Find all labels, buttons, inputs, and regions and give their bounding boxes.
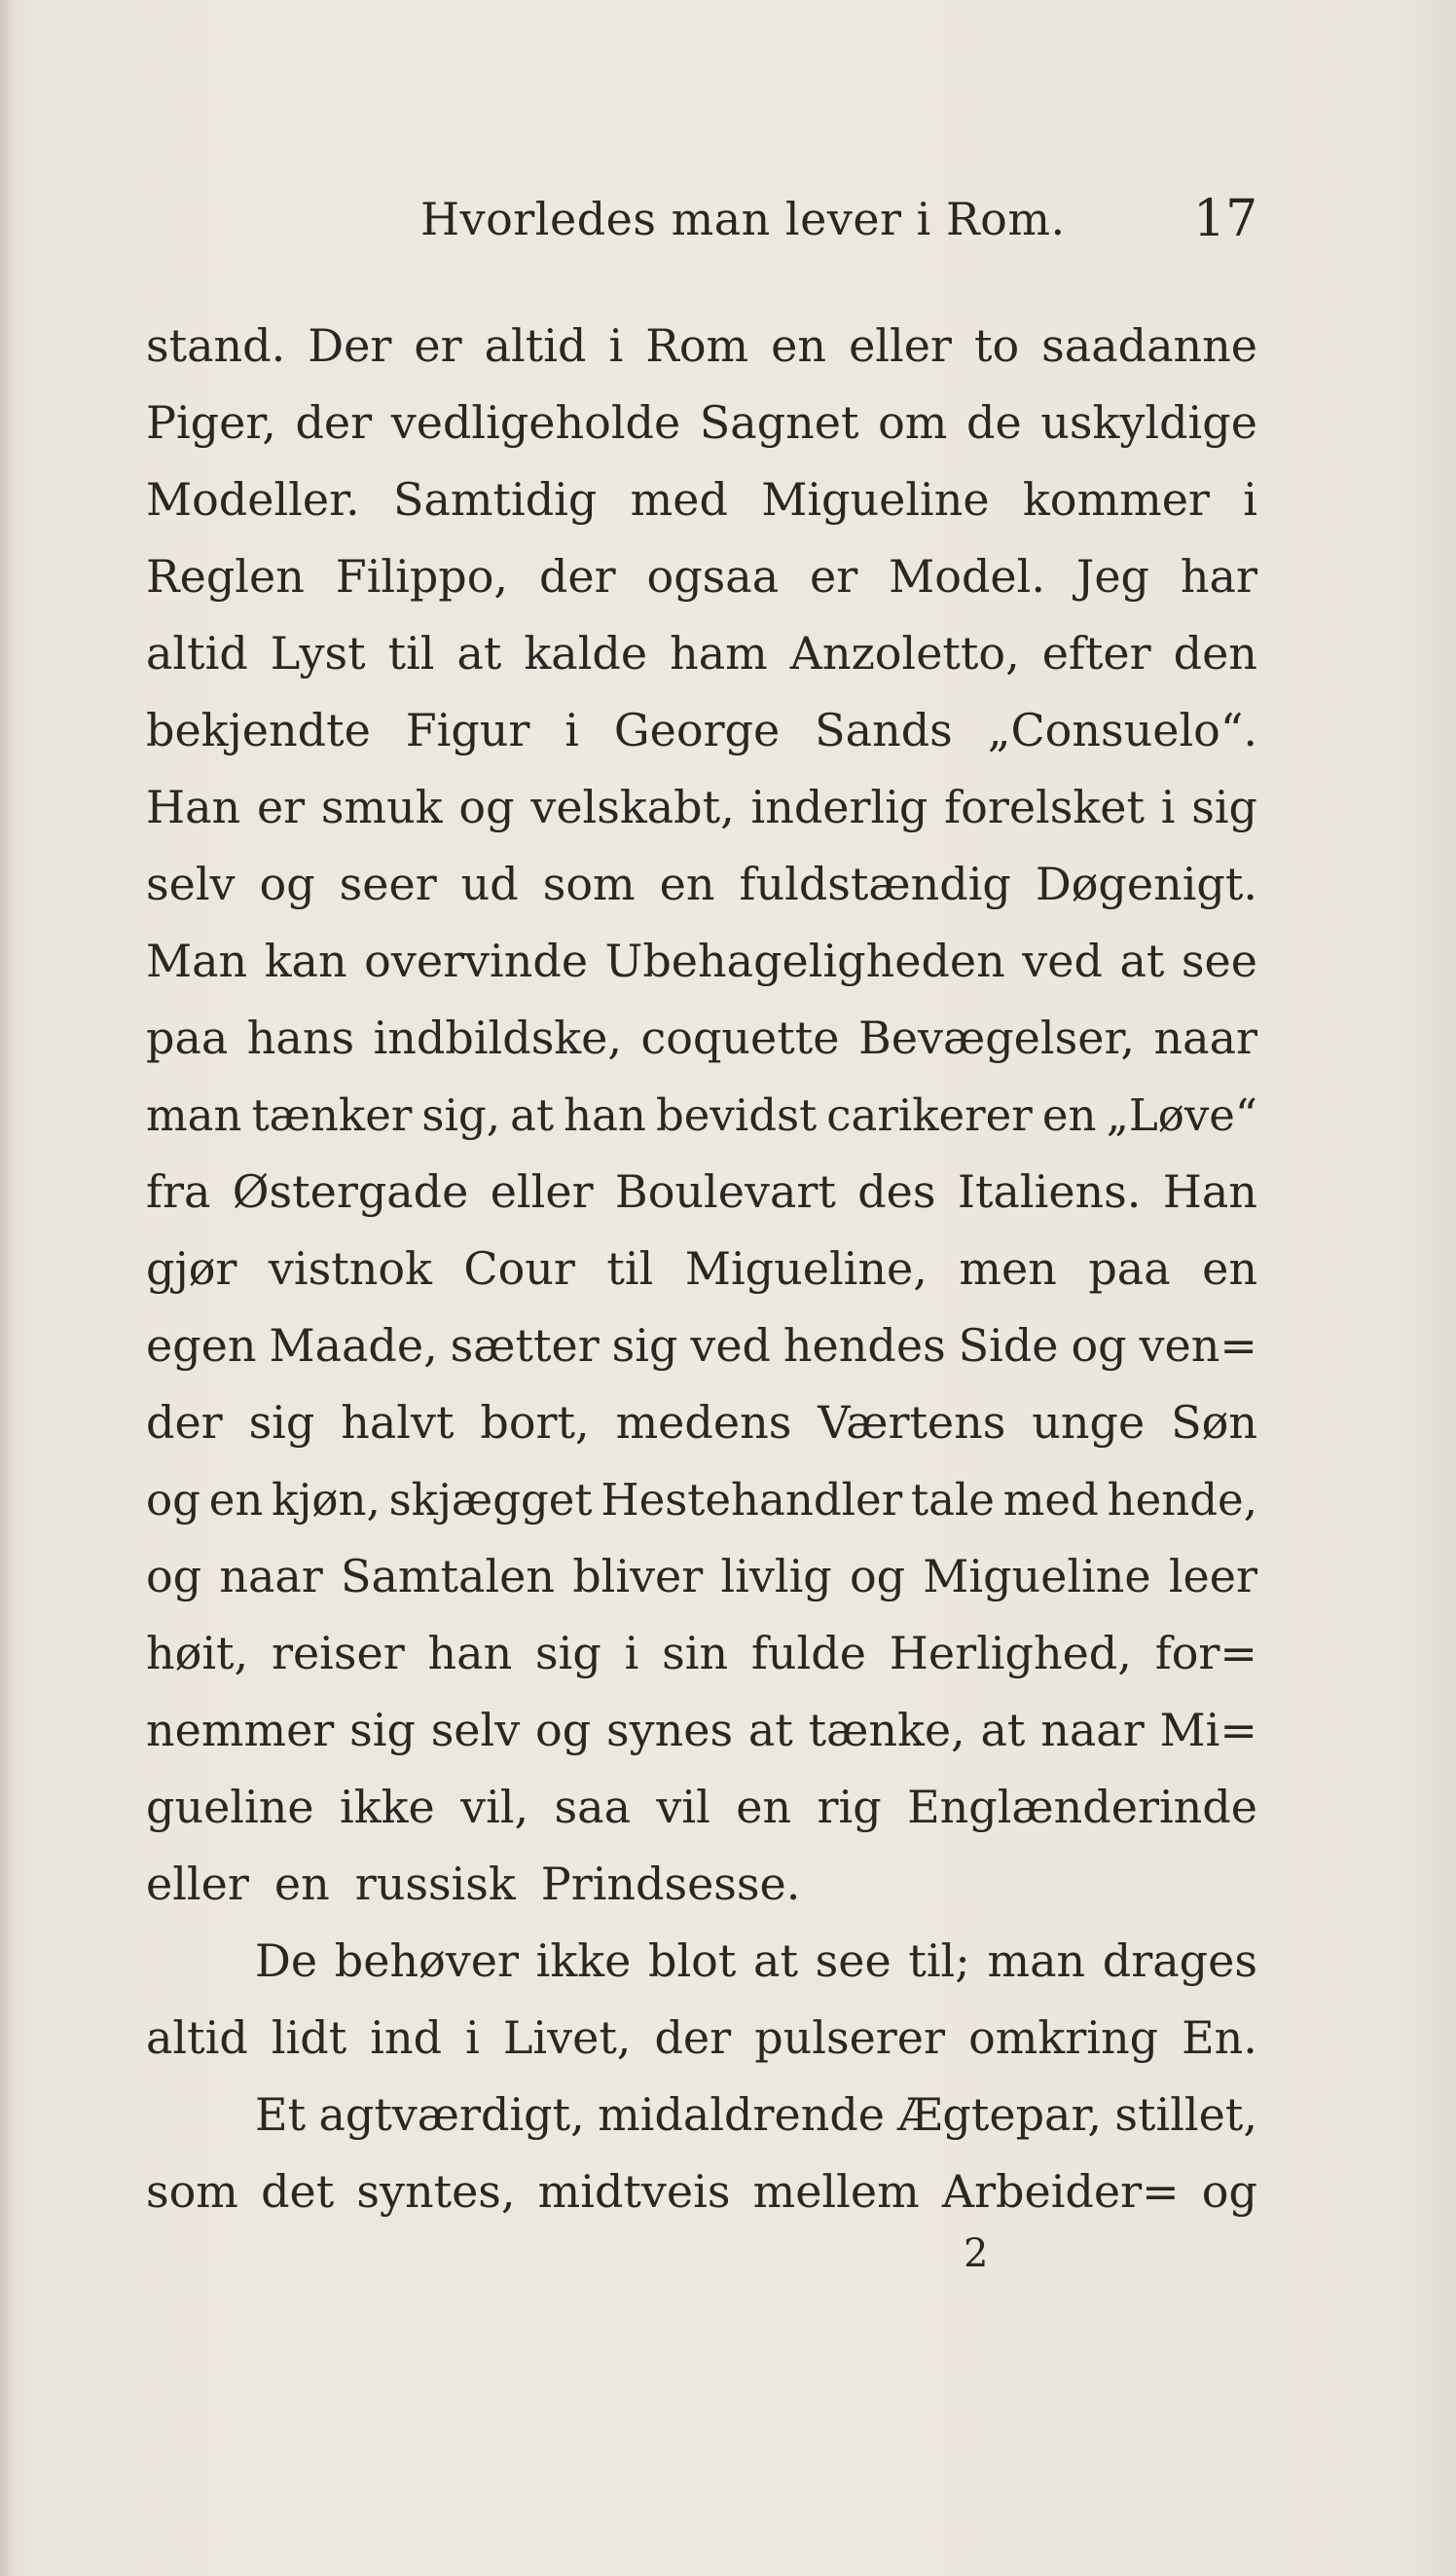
word: høit, bbox=[146, 1627, 249, 1679]
word: til; bbox=[908, 1934, 970, 1987]
word: der bbox=[538, 550, 616, 603]
text-line bbox=[146, 1231, 1257, 1307]
word: Lyst bbox=[270, 627, 366, 680]
word: i bbox=[1243, 473, 1257, 526]
word: altid bbox=[146, 627, 248, 680]
word: inderlig bbox=[750, 781, 928, 833]
word: Arbeider= bbox=[941, 2165, 1180, 2218]
word: egen bbox=[146, 1319, 257, 1372]
word: Modeller. bbox=[146, 473, 360, 526]
word: Samtidig bbox=[392, 473, 598, 526]
word: ved bbox=[1022, 935, 1103, 987]
word: synes bbox=[606, 1704, 734, 1756]
word: sætter bbox=[450, 1319, 600, 1372]
word: seer bbox=[339, 858, 437, 910]
word: to bbox=[973, 319, 1020, 372]
word: gueline bbox=[146, 1781, 314, 1833]
text-line bbox=[146, 1615, 1257, 1692]
word: med bbox=[630, 473, 728, 526]
word: naar bbox=[1040, 1704, 1145, 1756]
word: eller bbox=[849, 319, 952, 372]
word: at bbox=[980, 1704, 1026, 1756]
word: hans bbox=[246, 1012, 355, 1064]
word: behøver bbox=[334, 1934, 519, 1987]
word: agtværdigt, bbox=[318, 2088, 585, 2141]
word: „Løve“ bbox=[1106, 1089, 1257, 1141]
word: at bbox=[1119, 935, 1165, 987]
word: George bbox=[613, 704, 781, 756]
word: ud bbox=[460, 858, 519, 910]
text-line bbox=[146, 2000, 1257, 2077]
word: Anzoletto, bbox=[789, 627, 1020, 680]
word: sig bbox=[535, 1627, 601, 1679]
word: see bbox=[1181, 935, 1257, 987]
word: Reglen bbox=[146, 550, 305, 603]
word: fuldstændig bbox=[739, 858, 1011, 910]
word: ham bbox=[670, 627, 768, 680]
word: Sands bbox=[815, 704, 953, 756]
word: rig bbox=[817, 1781, 882, 1833]
word: vedligeholde bbox=[390, 396, 681, 449]
word: omkring bbox=[968, 2011, 1159, 2064]
text-line bbox=[146, 846, 1257, 923]
signature-mark: 2 bbox=[964, 2231, 989, 2276]
text-line bbox=[146, 461, 1257, 538]
word: Maade, bbox=[269, 1319, 438, 1372]
word: saa bbox=[554, 1781, 631, 1833]
word: der bbox=[295, 396, 373, 449]
word: midaldrende bbox=[598, 2088, 885, 2141]
text-line bbox=[146, 385, 1257, 461]
word: Prindsesse. bbox=[540, 1858, 801, 1910]
word: som bbox=[146, 2165, 238, 2218]
word: drages bbox=[1102, 1934, 1257, 1987]
word: er bbox=[414, 319, 462, 372]
word: russisk bbox=[354, 1858, 516, 1910]
word: i bbox=[465, 2011, 480, 2064]
text-line bbox=[146, 1461, 1257, 1538]
word: Filippo, bbox=[335, 550, 509, 603]
word: bevidst bbox=[655, 1089, 818, 1141]
word: tænke, bbox=[808, 1704, 965, 1756]
word: han bbox=[564, 1089, 646, 1141]
word: i bbox=[564, 704, 580, 756]
body-text bbox=[146, 308, 1257, 2230]
word: om bbox=[878, 396, 948, 449]
word: velskabt, bbox=[530, 781, 735, 833]
word: kalde bbox=[524, 627, 648, 680]
word: tænker bbox=[251, 1089, 413, 1141]
word: Bevægelser, bbox=[857, 1012, 1136, 1064]
word: en bbox=[273, 1858, 330, 1910]
word: eller bbox=[490, 1165, 594, 1218]
word: reiser bbox=[271, 1627, 405, 1679]
word: altid bbox=[484, 319, 587, 372]
text-line bbox=[146, 538, 1257, 615]
word: ved bbox=[690, 1319, 771, 1372]
word: sig bbox=[611, 1319, 678, 1372]
word: ven= bbox=[1139, 1319, 1257, 1372]
text-line bbox=[146, 1307, 1257, 1384]
word: sig bbox=[349, 1704, 416, 1756]
word: en bbox=[208, 1474, 264, 1526]
word: indbildske, bbox=[373, 1012, 623, 1064]
word: sig bbox=[248, 1396, 315, 1449]
word: en bbox=[736, 1781, 792, 1833]
word: halvt bbox=[341, 1396, 455, 1449]
word: og bbox=[458, 781, 515, 833]
word: tale bbox=[910, 1474, 995, 1526]
word: og bbox=[1071, 1319, 1127, 1372]
text-line bbox=[146, 692, 1257, 769]
word: De bbox=[255, 1934, 318, 1987]
word: vil bbox=[656, 1781, 710, 1833]
word: Figur bbox=[405, 704, 530, 756]
word: medens bbox=[615, 1396, 792, 1449]
word: man bbox=[987, 1934, 1086, 1987]
text-line bbox=[146, 1154, 1257, 1231]
word: Herlighed, bbox=[889, 1627, 1132, 1679]
word: i bbox=[608, 319, 624, 372]
word: Italiens. bbox=[957, 1165, 1142, 1218]
word: Migueline, bbox=[684, 1242, 928, 1295]
word: ikke bbox=[535, 1934, 632, 1987]
word: overvinde bbox=[364, 935, 589, 987]
text-line bbox=[146, 923, 1257, 1000]
word: En. bbox=[1182, 2011, 1257, 2064]
word: efter bbox=[1041, 627, 1151, 680]
word: at bbox=[510, 1089, 555, 1141]
text-line bbox=[146, 615, 1257, 692]
word: det bbox=[261, 2165, 335, 2218]
word: unge bbox=[1032, 1396, 1146, 1449]
word: Samtalen bbox=[340, 1550, 556, 1602]
word: vistnok bbox=[268, 1242, 432, 1295]
word: Piger, bbox=[146, 396, 276, 449]
text-line bbox=[146, 308, 1257, 385]
word: syntes, bbox=[356, 2165, 516, 2218]
word: Migueline bbox=[923, 1550, 1151, 1602]
text-line bbox=[146, 1384, 1257, 1461]
word: at bbox=[753, 1934, 798, 1987]
word: sig, bbox=[421, 1089, 501, 1141]
word: naar bbox=[1153, 1012, 1257, 1064]
word: og bbox=[849, 1550, 906, 1602]
text-line bbox=[146, 1077, 1257, 1154]
word: ikke bbox=[339, 1781, 435, 1833]
word: og bbox=[146, 1474, 200, 1526]
page-gutter-edge bbox=[0, 0, 14, 2576]
word: ind bbox=[370, 2011, 443, 2064]
word: Side bbox=[958, 1319, 1059, 1372]
word: med bbox=[1002, 1474, 1099, 1526]
text-line bbox=[146, 1538, 1257, 1615]
word: Østergade bbox=[232, 1165, 469, 1218]
word: Mi= bbox=[1159, 1704, 1257, 1756]
word: til bbox=[606, 1242, 654, 1295]
word: en bbox=[771, 319, 827, 372]
word: see bbox=[815, 1934, 892, 1987]
page-number: 17 bbox=[1193, 190, 1258, 248]
text-line bbox=[146, 769, 1257, 846]
word: og bbox=[259, 858, 315, 910]
word: Sagnet bbox=[699, 396, 859, 449]
word: Jeg bbox=[1075, 550, 1149, 603]
word: Boulevart bbox=[614, 1165, 836, 1218]
word: har bbox=[1180, 550, 1257, 603]
word: i bbox=[1160, 781, 1176, 833]
word: Livet, bbox=[502, 2011, 632, 2064]
word: Han bbox=[1162, 1165, 1257, 1218]
word: selv bbox=[430, 1704, 521, 1756]
word: man bbox=[146, 1089, 242, 1141]
word: Ægtepar, bbox=[897, 2088, 1103, 2141]
word: Migueline bbox=[761, 473, 990, 526]
word: bliver bbox=[572, 1550, 704, 1602]
word: Englænderinde bbox=[907, 1781, 1257, 1833]
word: er bbox=[810, 550, 858, 603]
word: sin bbox=[662, 1627, 729, 1679]
word: en bbox=[1041, 1089, 1097, 1141]
word: saadanne bbox=[1041, 319, 1257, 372]
word: naar bbox=[219, 1550, 323, 1602]
word: kan bbox=[264, 935, 347, 987]
word: selv bbox=[146, 858, 236, 910]
word: skjægget bbox=[388, 1474, 593, 1526]
text-line bbox=[146, 2077, 1257, 2153]
word: bort, bbox=[480, 1396, 590, 1449]
word: og bbox=[146, 1550, 202, 1602]
text-line bbox=[146, 1692, 1257, 1769]
running-title: Hvorledes man lever i Rom. bbox=[420, 193, 1066, 245]
word: kommer bbox=[1022, 473, 1210, 526]
word: Værtens bbox=[818, 1396, 1006, 1449]
word: Hestehandler bbox=[601, 1474, 903, 1526]
word: en bbox=[1202, 1242, 1257, 1295]
running-head bbox=[0, 185, 1456, 253]
word: i bbox=[624, 1627, 639, 1679]
text-line bbox=[146, 1846, 1257, 1923]
word: eller bbox=[146, 1858, 249, 1910]
word: han bbox=[427, 1627, 513, 1679]
word: blot bbox=[648, 1934, 737, 1987]
word: de bbox=[966, 396, 1022, 449]
word: som bbox=[542, 858, 636, 910]
word: at bbox=[747, 1704, 793, 1756]
word: kjøn, bbox=[272, 1474, 381, 1526]
word: hende, bbox=[1107, 1474, 1257, 1526]
word: der bbox=[146, 1396, 223, 1449]
text-line bbox=[146, 1769, 1257, 1846]
word: den bbox=[1173, 627, 1257, 680]
word: paa bbox=[1088, 1242, 1171, 1295]
word: Ubehageligheden bbox=[604, 935, 1005, 987]
word: „Consuelo“. bbox=[987, 704, 1257, 756]
word: altid bbox=[146, 2011, 248, 2064]
word: gjør bbox=[146, 1242, 237, 1295]
word: livlig bbox=[720, 1550, 832, 1602]
word: for= bbox=[1154, 1627, 1257, 1679]
word: Man bbox=[146, 935, 248, 987]
word: Model. bbox=[889, 550, 1045, 603]
word: Et bbox=[255, 2088, 307, 2141]
text-line bbox=[146, 2153, 1257, 2230]
word: Søn bbox=[1171, 1396, 1257, 1449]
word: carikerer bbox=[826, 1089, 1033, 1141]
word: des bbox=[857, 1165, 936, 1218]
word: sig bbox=[1191, 781, 1257, 833]
word: fulde bbox=[750, 1627, 866, 1679]
word: Der bbox=[308, 319, 392, 372]
word: uskyldige bbox=[1040, 396, 1257, 449]
text-line bbox=[146, 1000, 1257, 1077]
word: nemmer bbox=[146, 1704, 335, 1756]
word: der bbox=[654, 2011, 732, 2064]
word: smuk bbox=[320, 781, 443, 833]
word: en bbox=[659, 858, 715, 910]
text-line bbox=[146, 1923, 1257, 2000]
word: paa bbox=[146, 1012, 229, 1064]
word: stand. bbox=[146, 319, 286, 372]
word: mellem bbox=[752, 2165, 920, 2218]
word: er bbox=[256, 781, 306, 833]
word: og bbox=[535, 1704, 592, 1756]
word: hendes bbox=[783, 1319, 946, 1372]
word: Rom bbox=[645, 319, 749, 372]
word: fra bbox=[146, 1165, 211, 1218]
word: pulserer bbox=[754, 2011, 946, 2064]
word: lidt bbox=[271, 2011, 347, 2064]
word: Cour bbox=[463, 1242, 575, 1295]
word: vil, bbox=[460, 1781, 529, 1833]
word: at bbox=[456, 627, 502, 680]
word: midtveis bbox=[537, 2165, 731, 2218]
word: forelsket bbox=[944, 781, 1145, 833]
word: ogsaa bbox=[646, 550, 780, 603]
word: leer bbox=[1168, 1550, 1257, 1602]
word: coquette bbox=[640, 1012, 840, 1064]
word: Døgenigt. bbox=[1035, 858, 1257, 910]
word: Han bbox=[146, 781, 241, 833]
word: til bbox=[387, 627, 435, 680]
word: og bbox=[1201, 2165, 1257, 2218]
word: bekjendte bbox=[146, 704, 371, 756]
word: stillet, bbox=[1114, 2088, 1257, 2141]
word: men bbox=[959, 1242, 1057, 1295]
